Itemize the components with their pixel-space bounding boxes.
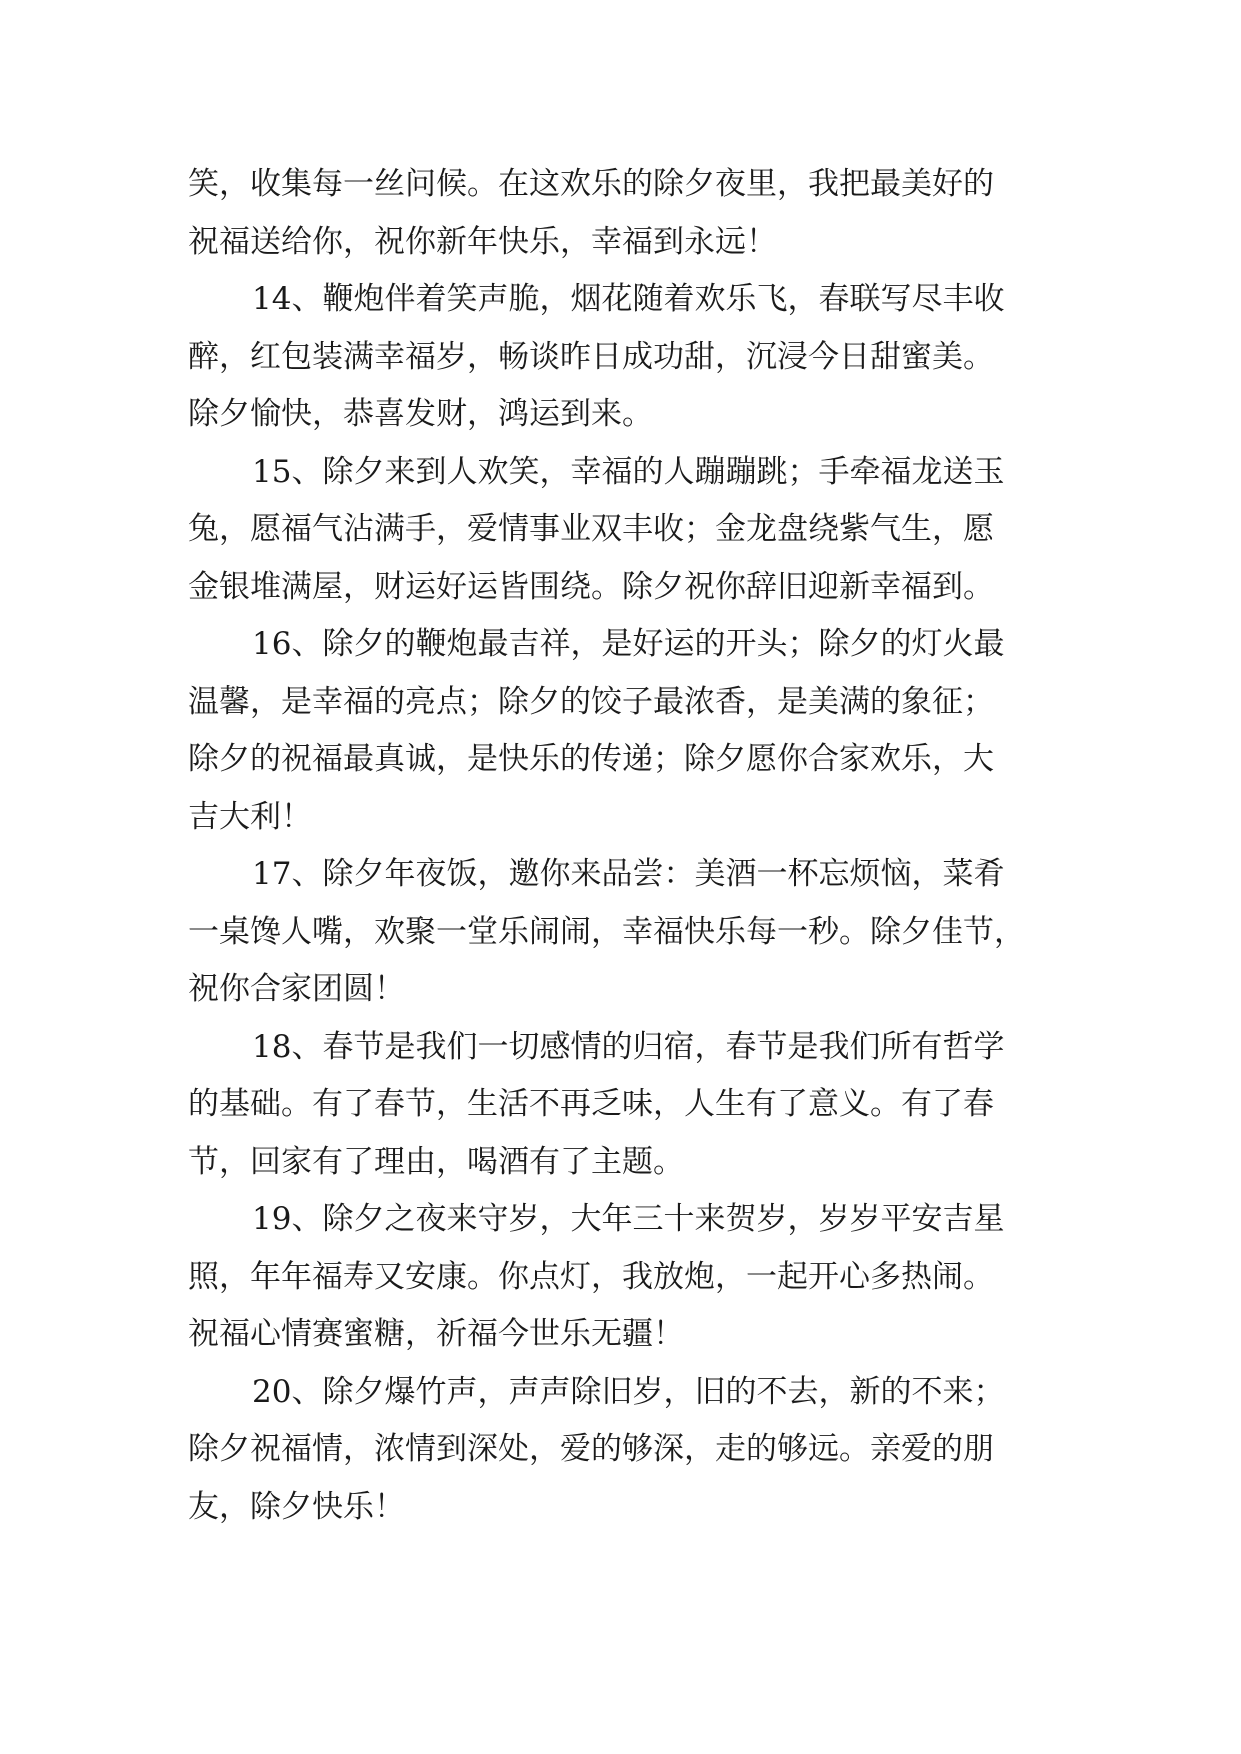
text-line: 祝福送给你，祝你新年快乐，幸福到永远！ [188, 224, 777, 260]
text-line: 兔，愿福气沾满手，爱情事业双丰收；金龙盘绕紫气生，愿 [188, 511, 994, 547]
text-line: 除夕祝福情，浓情到深处，爱的够深，走的够远。亲爱的朋 [188, 1431, 994, 1467]
text-line: 16、除夕的鞭炮最吉祥，是好运的开头；除夕的灯火最 [252, 626, 1005, 662]
text-line: 一桌馋人嘴，欢聚一堂乐闹闹，幸福快乐每一秒。除夕佳节， [188, 914, 1025, 950]
text-line: 20、除夕爆竹声，声声除旧岁，旧的不去，新的不来； [252, 1374, 1005, 1410]
text-line: 祝你合家团圆！ [188, 971, 405, 1007]
text-line: 18、春节是我们一切感情的归宿，春节是我们所有哲学 [252, 1029, 1005, 1065]
text-line: 除夕愉快，恭喜发财，鸿运到来。 [188, 396, 653, 432]
text-line: 节，回家有了理由，喝酒有了主题。 [188, 1144, 684, 1180]
text-line: 照，年年福寿又安康。你点灯，我放炮，一起开心多热闹。 [188, 1259, 994, 1295]
text-line: 17、除夕年夜饭，邀你来品尝：美酒一杯忘烦恼，菜肴 [252, 856, 1005, 892]
text-line: 19、除夕之夜来守岁，大年三十来贺岁，岁岁平安吉星 [252, 1201, 1005, 1237]
text-line: 15、除夕来到人欢笑，幸福的人蹦蹦跳；手牵福龙送玉 [252, 454, 1005, 490]
text-line: 友，除夕快乐！ [188, 1489, 405, 1525]
text-line: 金银堆满屋，财运好运皆围绕。除夕祝你辞旧迎新幸福到。 [188, 569, 994, 605]
text-line: 笑，收集每一丝问候。在这欢乐的除夕夜里，我把最美好的 [188, 166, 994, 202]
text-line: 醉，红包装满幸福岁，畅谈昨日成功甜，沉浸今日甜蜜美。 [188, 339, 994, 375]
text-line: 14、鞭炮伴着笑声脆，烟花随着欢乐飞，春联写尽丰收 [252, 281, 1005, 317]
text-line: 吉大利！ [188, 799, 312, 835]
text-line: 温馨，是幸福的亮点；除夕的饺子最浓香，是美满的象征； [188, 684, 994, 720]
text-line: 的基础。有了春节，生活不再乏味，人生有了意义。有了春 [188, 1086, 994, 1122]
text-line: 除夕的祝福最真诚，是快乐的传递；除夕愿你合家欢乐，大 [188, 741, 994, 777]
text-line: 祝福心情赛蜜糖，祈福今世乐无疆！ [188, 1316, 684, 1352]
